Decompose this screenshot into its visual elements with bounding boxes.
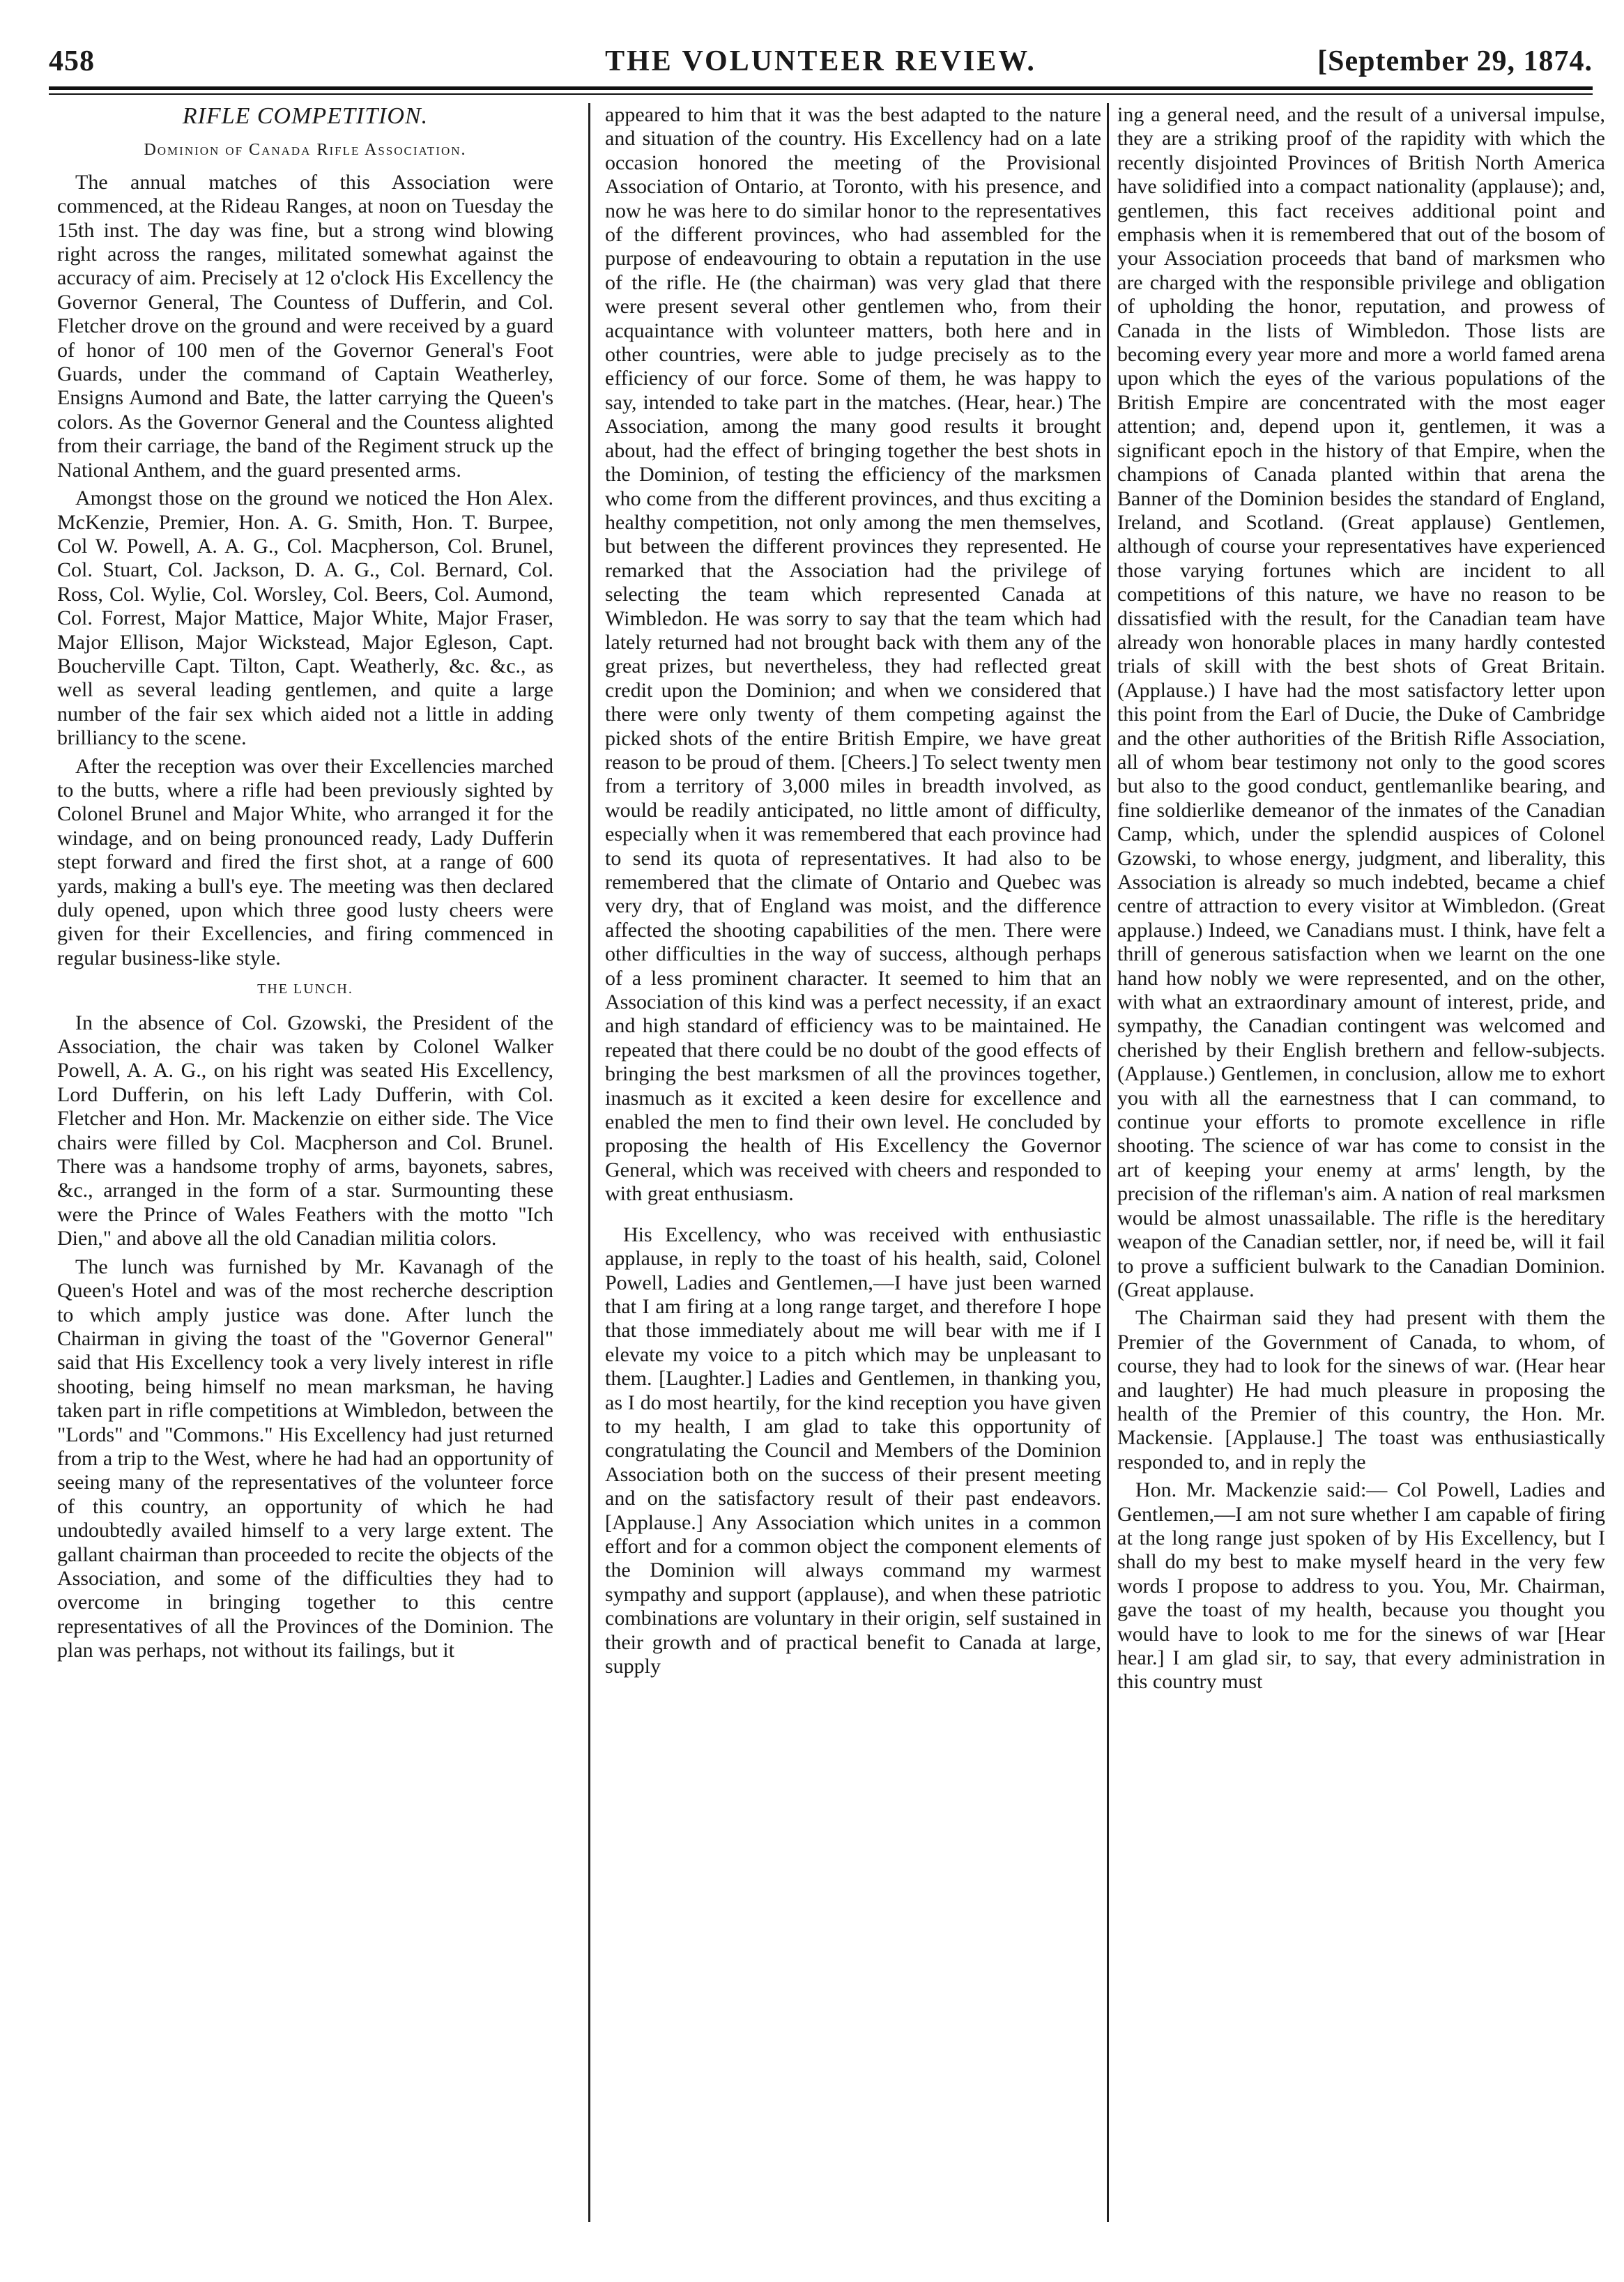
paragraph: Hon. Mr. Mackenzie said:— Col Powell, Ladies and Gentlemen,—I am not sure whether I am capable of firing at the long range just spoken of by His Excellency, but I shall do my best to make myself heard in the very few words I propose to address to you. You, Mr. Chairman, gave the toast of my health, because you thought you would have to look to me for the sinews of war [Hear hear.] I am glad sir, to say, that every administration in this country must	[1117, 1478, 1605, 1694]
column-3	[1117, 103, 1605, 2222]
masthead-rule-thin	[49, 93, 1593, 95]
column-2	[605, 103, 1101, 2222]
column-divider	[1107, 103, 1109, 2222]
paragraph: His Excellency, who was received with enthusiastic applause, in reply to the toast of his health, said, Colonel Powell, Ladies and Gentlemen,—I have just been warned that I am firing at a long range target, and therefore I hope that those immediately about me will bear with me if I elevate my voice to a pitch which may be unpleasant to them. [Laughter.] Ladies and Gentlemen, in thanking you, as I do most heartily, for the kind reception you have given to my health, I am glad to take this opportunity of congratulating the Council and Members of the Dominion Association both on the success of their present meeting and on the satisfactory result of their past endeavors. [Applause.] Any Association which unites in a common effort and for a common object the component elements of the Dominion will always command my warmest sympathy and support (applause), and when these patriotic combinations are voluntary in their origin, self sustained in their growth and of practical benefit to Canada at large, supply	[605, 1223, 1101, 1678]
paragraph: The lunch was furnished by Mr. Kavanagh of the Queen's Hotel and was of the most recherche description to which amply justice was done. After lunch the Chairman in giving the toast of the "Governor General" said that His Excellency took a very lively interest in rifle shooting, being himself no mean marksman, he having taken part in rifle competitions at Wimbledon, between the "Lords" and "Commons." His Excellency had just returned from a trip to the West, where he had had an opportunity of seeing many of the representatives of the volunteer force of this country, an opportunity of which he had undoubtedly availed himself to a very large extent. The gallant chairman than proceeded to recite the objects of the Association, and some of the difficulties they had to overcome in bringing together to this centre representatives of all the Provinces of the Dominion. The plan was perhaps, not without its failings, but it	[57, 1255, 553, 1662]
paragraph: ing a general need, and the result of a universal impulse, they are a striking proof of the rapidity with which the recently disjointed Provinces of British North America have solidified into a compact nationality (applause); and, gentlemen, this fact receives additional point and emphasis when it is remembered that out of the bosom of your Association proceeds that band of marksmen who are charged with the responsible privilege and obligation of upholding the honor, reputation, and prowess of Canada in the lists of Wimbledon. Those lists are becoming every year more and more a world famed arena upon which the eyes of the various populations of the British Empire are concentrated with the most eager attention; and, depend upon it, gentlemen, it was a significant epoch in the history of that Empire, when the champions of Canada planted within that arena the Banner of the Dominion besides the standard of England, Ireland, and Scotland. (Great applause) Gentlemen, although of course your representatives have experienced those varying fortunes which are incident to all competitions of this nature, we have no reason to be dissatisfied with the result, for the Canadian team have already won honorable places in many hardly contested trials of skill with the best shots of Great Britain. (Applause.) I have had the most satisfactory letter upon this point from the Earl of Ducie, the Duke of Cambridge and the other authorities of the British Rifle Association, all of whom bear testimony not only to the good scores but also to the good conduct, gentlemanlike bearing, and fine soldierlike demeanor of the inmates of the Canadian Camp, which, under the splendid auspices of Colonel Gzowski, to whose energy, judgment, and liberality, this Association is already so much indebted, became a chief centre of attraction to every visitor at Wimbledon. (Great applause.) Indeed, we Canadians must. I think, have felt a thrill of generous satisfaction when we learnt on the one hand how nobly we were represented, and on the other, with what an extraordinary amount of interest, pride, and sympathy, the Canadian contingent was welcomed and cherished by their English brethern and fellow-subjects. (Applause.) Gentlemen, in conclusion, allow me to exhort you with all the earnestness that I can command, to continue your efforts to promote excellence in rifle shooting. The science of war has come to consist in the art of keeping your enemy at arms' length, by the precision of the rifleman's aim. A nation of real marksmen would be almost unassailable. The rifle is the hereditary weapon of the Canadian settler, nor, if need be, will it fail to prove a sufficient bulwark to the Canadian Dominion. (Great applause.	[1117, 103, 1605, 1301]
masthead-rule-thick	[49, 86, 1593, 90]
issue-date: [September 29, 1874.	[1317, 45, 1593, 77]
article-title: RIFLE COMPETITION.	[182, 103, 429, 129]
paragraph: In the absence of Col. Gzowski, the President of the Association, the chair was taken by Colonel Walker Powell, A. A. G., on his right was seated His Excellency, Lord Dufferin, on his left Lady Dufferin, with Col. Fletcher and Hon. Mr. Mackenzie on either side. The Vice chairs were filled by Col. Macpherson and Col. Brunel. There was a handsome trophy of arms, bayonets, sabres, &c., arranged in the form of a star. Surmounting these were the Prince of Wales Feathers with the motto "Ich Dien," and above all the old Canadian militia colors.	[57, 1011, 553, 1250]
paragraph: appeared to him that it was the best adapted to the nature and situation of the country. His Excellency had on a late occasion honored the meeting of the Provisional Association of Ontario, at Toronto, with his presence, and now he was here to do similar honor to the representatives of the different provinces, who had assembled for the purpose of endeavouring to obtain a reputation in the use of the rifle. He (the chairman) was very glad that there were present several other gentlemen who, from their acquaintance with volunteer matters, both here and in other countries, were able to judge precisely as to the efficiency of our force. Some of them, he was happy to say, intended to take part in the matches. (Hear, hear.) The Association, among the many good results it brought about, had the effect of bringing together the best shots in the Dominion, of testing the efficiency of the marksmen who come from the different provinces, and thus exciting a healthy competition, not only among the men themselves, but between the different provinces they represented. He remarked that the Association had the privilege of selecting the team which represented Canada at Wimbledon. He was sorry to say that the team which had lately returned had not brought back with them any of the great prizes, but nevertheless, they had reflected great credit upon the Dominion; and when we considered that there were only twenty of them competing against the picked shots of the entire British Empire, we have great reason to be proud of them. [Cheers.] To select twenty men from a territory of 3,000 miles in breadth involved, as would be readily anticipated, no little amont of difficulty, especially when it was remembered that each province had to send its quota of representatives. It had also to be remembered that the climate of Ontario and Quebec was very dry, that of England was moist, and the difference affected the shooting capabilities of the men. There were other difficulties in the way of success, although perhaps of a less prominent character. It seemed to him that an Association of this kind was a perfect necessity, if an exact and high standard of efficiency was to be maintained. He repeated that there could be no doubt of the good effects of bringing the best marksmen of all the provinces together, inasmuch as it excited a keen desire for excellence and enabled the men to find their own level. He concluded by proposing the health of His Excellency the Governor General, which was received with cheers and responded to with great enthusiasm.	[605, 103, 1101, 1206]
paragraph: The Chairman said they had present with them the Premier of the Government of Canada, to whom, of course, they had to look for the sinews of war. (Hear hear and laughter) He had much pleasure in proposing the health of the Premier of this country, the Hon. Mr. Mackensie. [Applause.] The toast was enthusiastically responded to, and in reply the	[1117, 1306, 1605, 1473]
column-1	[57, 103, 553, 2222]
column-divider	[588, 103, 590, 2222]
page-number: 458	[49, 45, 95, 77]
lunch-heading: THE LUNCH.	[257, 981, 353, 997]
paragraph: After the reception was over their Excellencies marched to the butts, where a rifle had been previously sighted by Colonel Brunel and Major White, who arranged it for the windage, and on being pronounced ready, Lady Dufferin stept forward and fired the first shot, at a range of 600 yards, making a bull's eye. The meeting was then declared duly opened, upon which three good lusty cheers were given for their Excellencies, and firing commenced in regular business-like style.	[57, 754, 553, 970]
paragraph: The annual matches of this Association were commenced, at the Rideau Ranges, at noon on Tuesday the 15th inst. The day was fine, but a strong wind blowing right across the ranges, militated somewhat against the accuracy of aim. Precisely at 12 o'clock His Excellency the Governor General, The Countess of Dufferin, and Col. Fletcher drove on the ground and were received by a guard of honor of 100 men of the Governor General's Foot Guards, under the command of Captain Weatherley, Ensigns Aumond and Bate, the latter carrying the Queen's colors. As the Governor General and the Countess alighted from their carriage, the band of the Regiment struck up the National Anthem, and the guard presented arms.	[57, 170, 553, 482]
article-subtitle: Dominion of Canada Rifle Association.	[144, 141, 467, 160]
publication-title: THE VOLUNTEER REVIEW.	[605, 45, 1036, 77]
paragraph: Amongst those on the ground we noticed the Hon Alex. McKenzie, Premier, Hon. A. G. Smith, Hon. T. Burpee, Col W. Powell, A. A. G., Col. Macpherson, Col. Brunel, Col. Stuart, Col. Jackson, D. A. G., Col. Bernard, Col. Ross, Col. Wylie, Col. Worsley, Col. Beers, Col. Aumond, Col. Forrest, Major Mattice, Major White, Major Fraser, Major Ellison, Major Wickstead, Major Egleson, Capt. Boucherville Capt. Tilton, Capt. Weatherly, &c. &c., as well as several leading gentlemen, and quite a large number of the fair sex which aided not a little in adding brilliancy to the scene.	[57, 487, 553, 750]
